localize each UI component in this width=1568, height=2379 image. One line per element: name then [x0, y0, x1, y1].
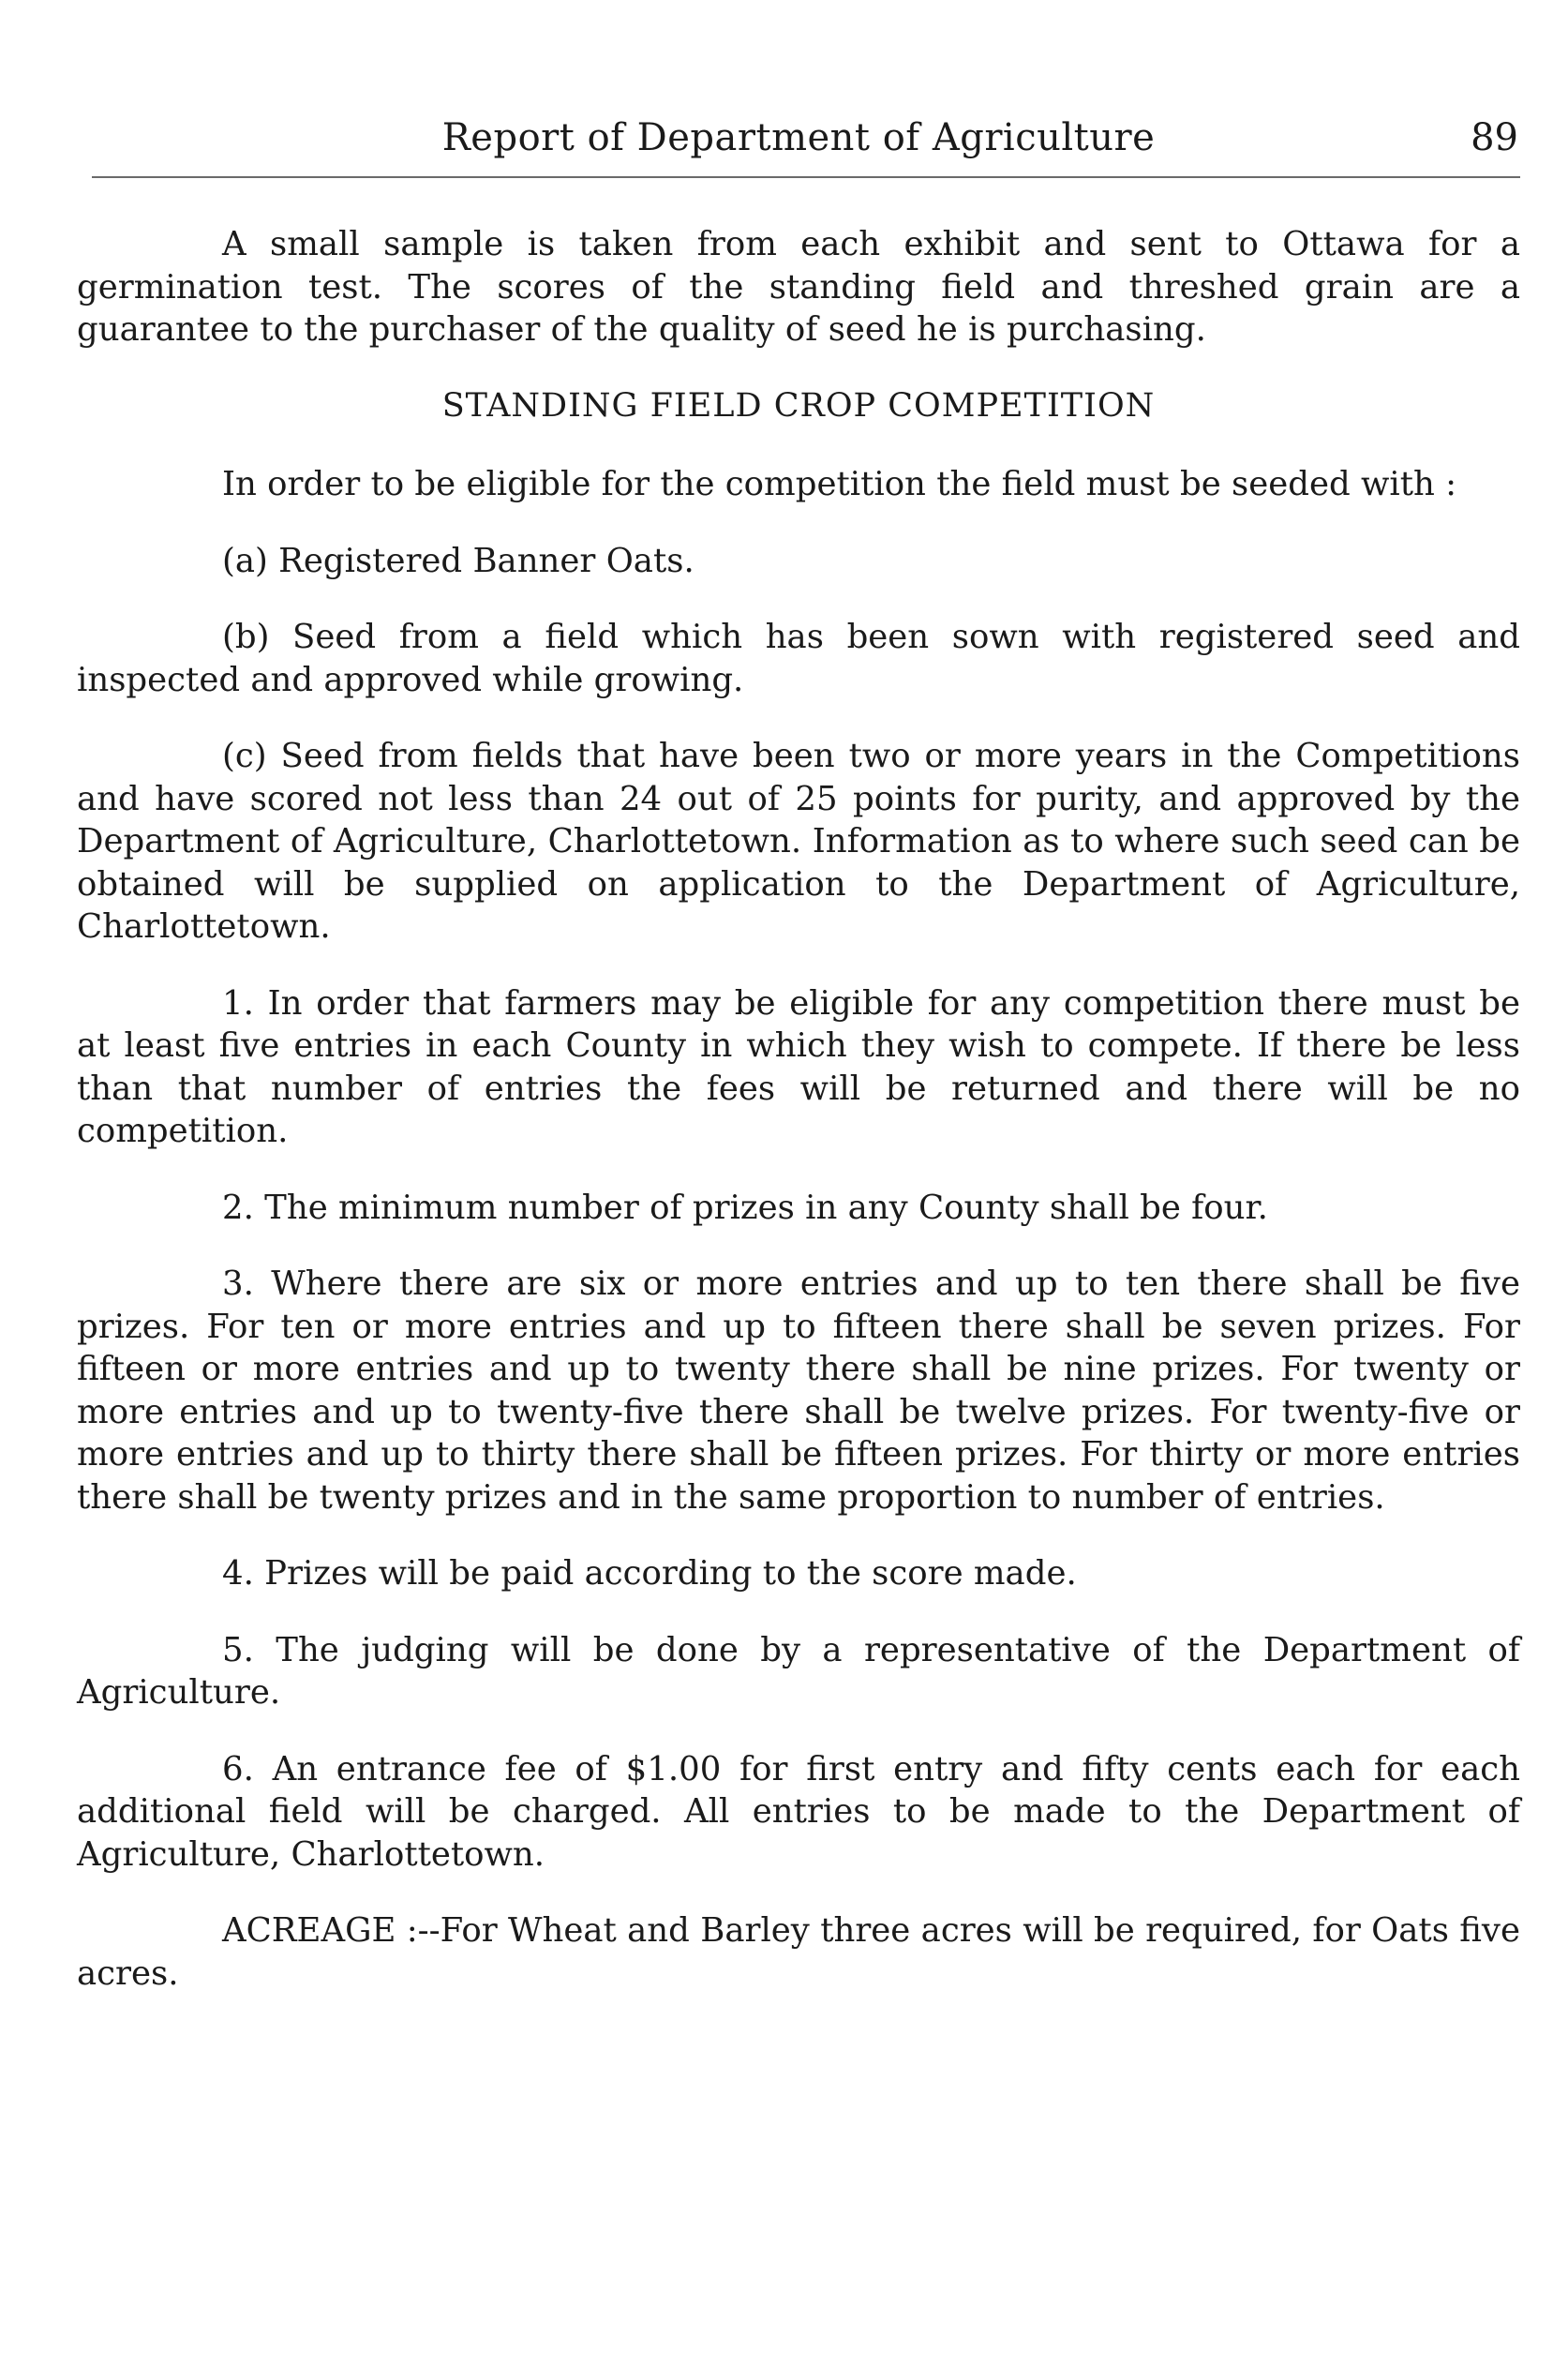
eligibility-item-c: (c) Seed from fields that have been two or more years in the Competitions and have scored not less than 24 out of 25 points for purity, and approved by the Department of Agriculture, Charlottetown. Information as to where such seed can be obtained will be supplied on application to the Department of Agriculture, Charlottetown.	[77, 737, 1520, 946]
document-page	[77, 0, 1520, 2379]
body-text	[77, 223, 1520, 2028]
eligibility-paragraph: In order to be eligible for the competition the field must be seeded with :	[222, 465, 1457, 503]
header-rule	[92, 176, 1520, 178]
rule-1: 1. In order that farmers may be eligible for any competition there must be at least five entries in each County in which they wish to compete. If there be less than that number of entries the fees will be returned and there will be no competition.	[77, 983, 1520, 1150]
eligibility-item-a: (a) Registered Banner Oats.	[222, 541, 694, 580]
rule-2: 2. The minimum number of prizes in any County shall be four.	[222, 1188, 1268, 1227]
acreage-paragraph: ACREAGE :--For Wheat and Barley three acres will be required, for Oats five acres.	[77, 1911, 1520, 1993]
rule-6: 6. An entrance fee of $1.00 for first entry and fifty cents each for each additional field will be charged. All entries to be made to the Department of Agriculture, Charlottetown.	[77, 1749, 1520, 1874]
running-title: Report of Department of Agriculture	[441, 116, 1156, 159]
eligibility-item-b: (b) Seed from a field which has been sown with registered seed and inspected and approved while growing.	[77, 618, 1520, 699]
page-number: 89	[1471, 116, 1518, 159]
section-heading: STANDING FIELD CROP COMPETITION	[441, 386, 1156, 425]
intro-paragraph: A small sample is taken from each exhibit and sent to Ottawa for a germination test. The scores of the standing field and threshed grain are a guarantee to the purchaser of the quality of seed he is purchasing.	[77, 225, 1520, 349]
running-header	[77, 111, 1520, 171]
rule-5: 5. The judging will be done by a representative of the Department of Agriculture.	[77, 1630, 1520, 1712]
rule-3: 3. Where there are six or more entries and up to ten there shall be five prizes. For ten or more entries and up to fifteen there shall be seven prizes. For fifteen or more entries and up to twenty there shall be nine prizes. For twenty or more entries and up to twenty-five there shall be twelve prizes. For twenty-five or more entries and up to thirty there shall be fifteen prizes. For thirty or more entries there shall be twenty prizes and in the same proportion to number of entries.	[77, 1264, 1520, 1517]
rule-4: 4. Prizes will be paid according to the score made.	[222, 1554, 1077, 1593]
